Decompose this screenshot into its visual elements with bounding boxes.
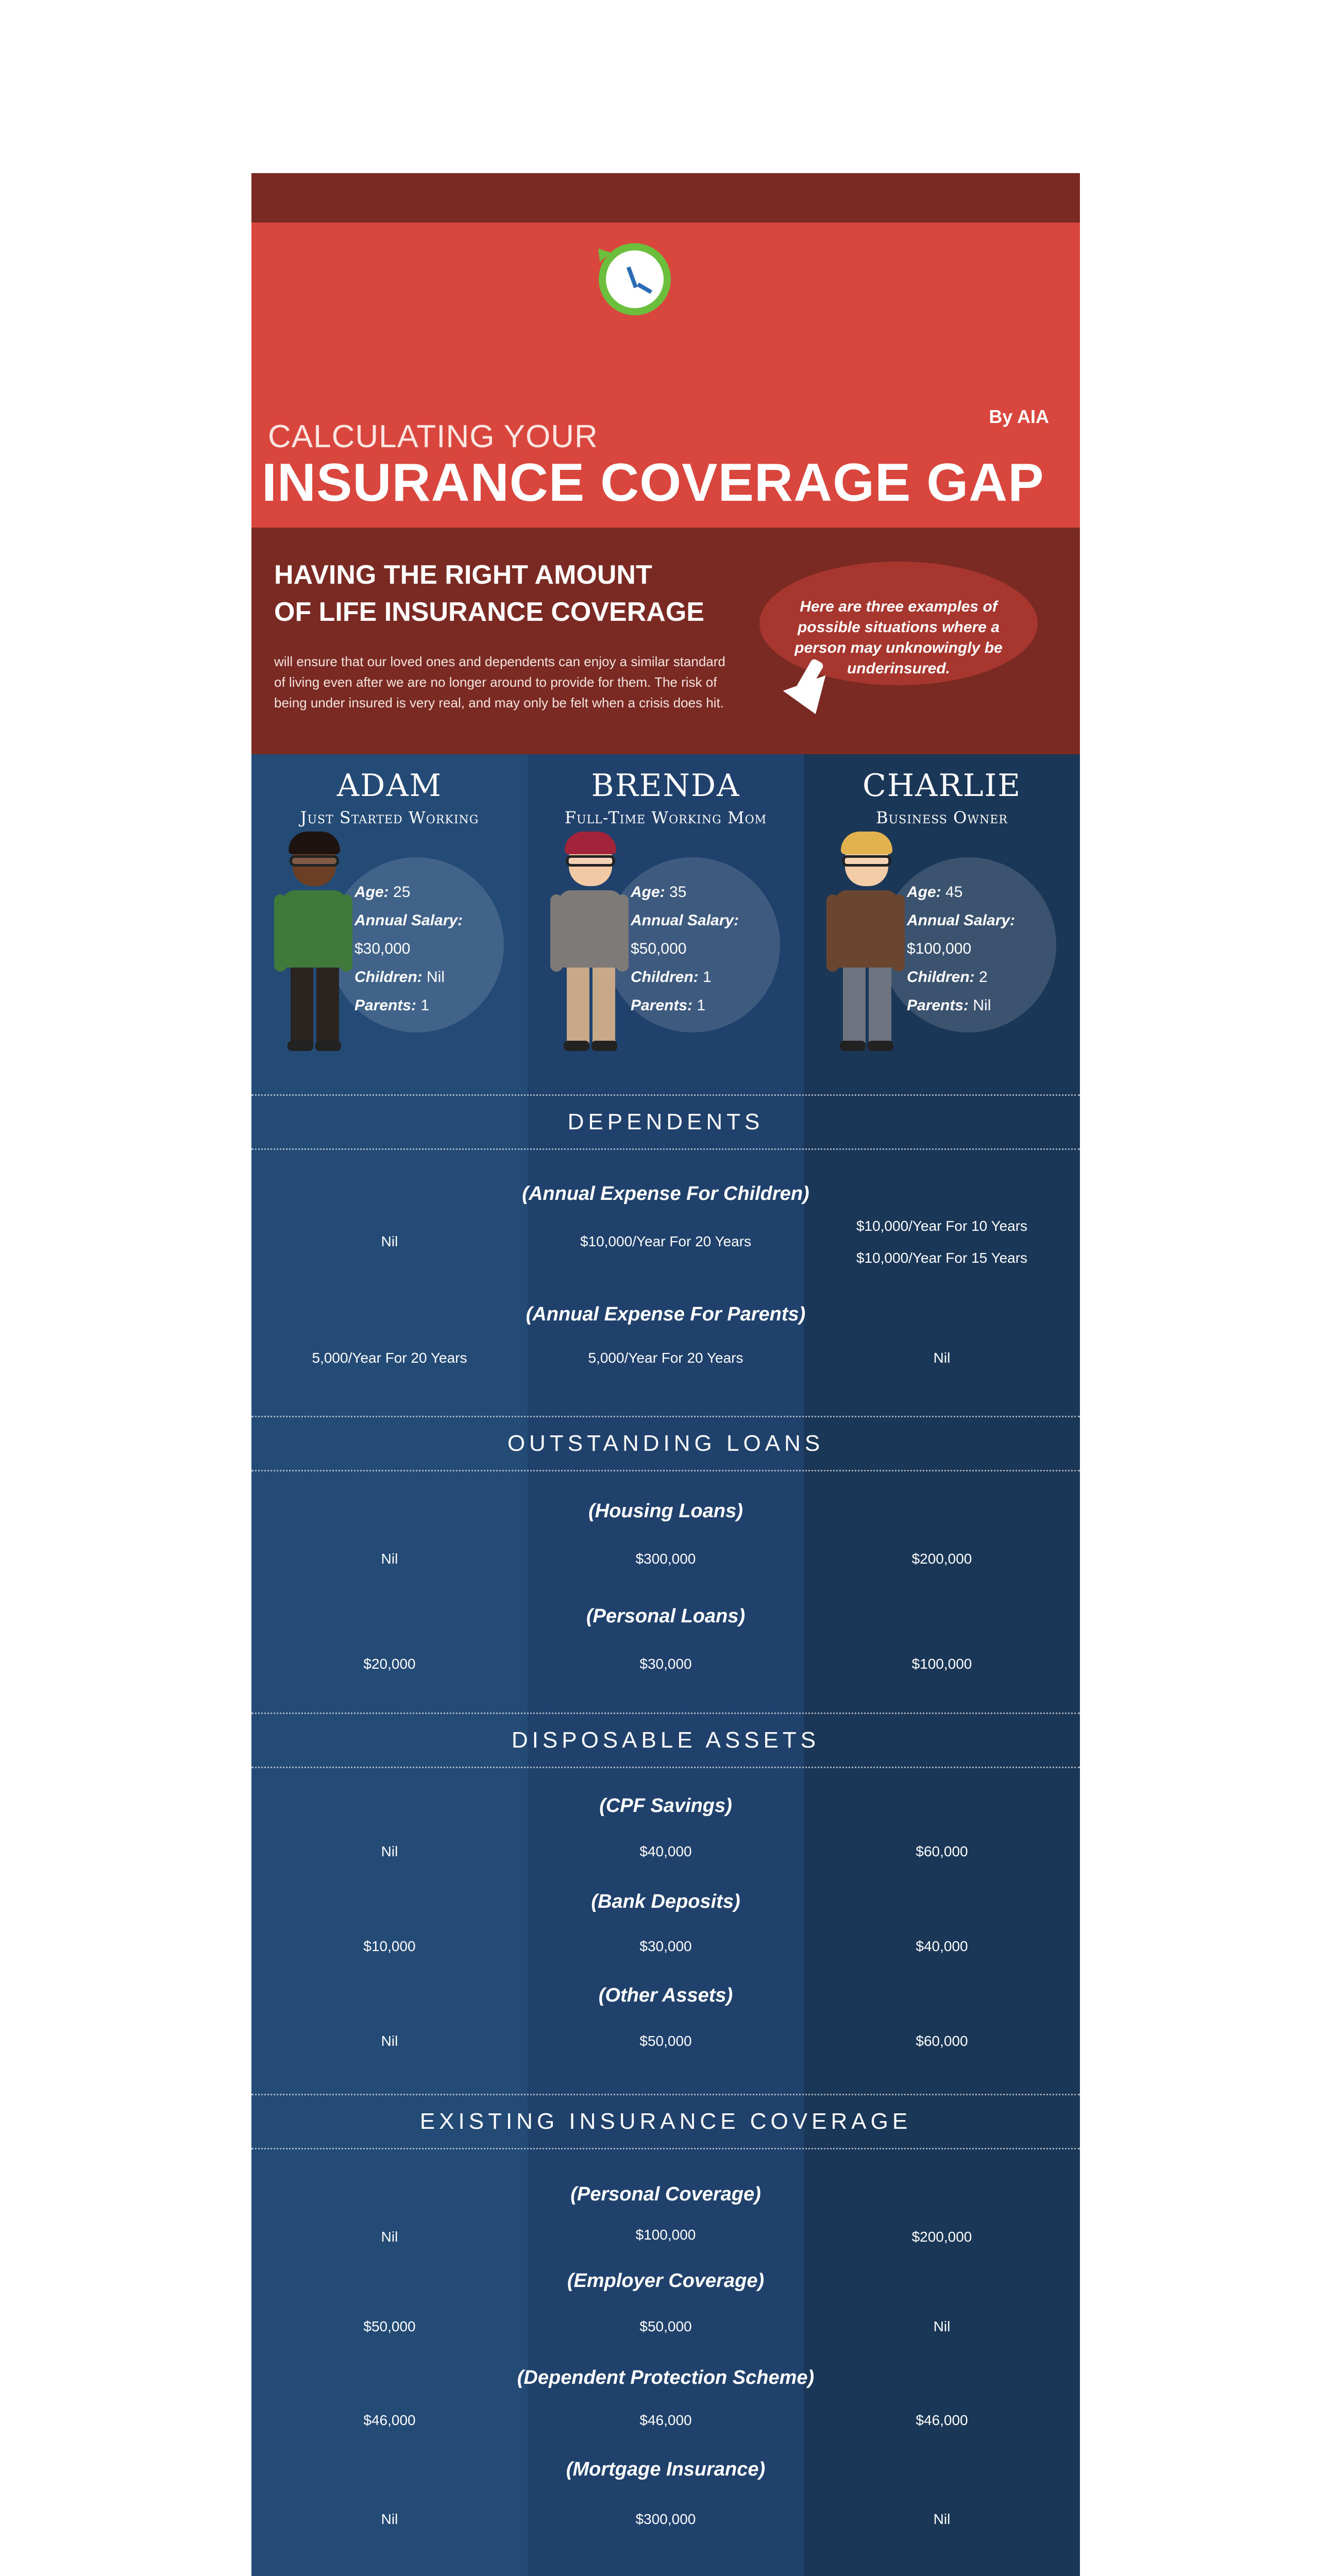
age-value: 35 [669, 884, 687, 901]
figure-hair [841, 832, 892, 854]
value-cell: $300,000 [635, 2511, 696, 2527]
author-label: By AIA [989, 406, 1049, 427]
person-card-brenda [528, 754, 804, 1094]
salary-label-row [354, 906, 463, 935]
subheading-personal-loans: (Personal Loans) [586, 1605, 746, 1627]
intro-body: will ensure that our loved ones and dependents can enjoy a similar standard of living even after we are no longer around to provide for them. The risk of being under insured is very real, and may only be felt when a crisis does hit. [274, 654, 725, 710]
parents-row [907, 991, 1015, 1020]
value-cell: $46,000 [916, 2412, 968, 2428]
person-card-adam [251, 754, 528, 1094]
children-value: 1 [703, 969, 712, 986]
value-cell: $50,000 [639, 2318, 692, 2334]
age-row [907, 878, 1015, 906]
person-details [907, 878, 1015, 1020]
person-name: BRENDA [591, 768, 740, 804]
figure-hair [565, 832, 616, 854]
value-cell: $100,000 [635, 2227, 696, 2243]
parents-row [631, 991, 739, 1020]
parents-label: Parents: [354, 997, 417, 1014]
subheading-personal-coverage: (Personal Coverage) [570, 2183, 761, 2205]
figure-leg [869, 968, 891, 1045]
age-label: Age: [907, 884, 941, 901]
value-cell: $30,000 [639, 1656, 692, 1672]
person-role: Just Started Working [300, 808, 479, 827]
down-arrow-icon [783, 675, 837, 722]
children-label: Children: [354, 969, 422, 986]
person-role: Business Owner [876, 808, 1008, 827]
figure-shoe [868, 1041, 893, 1051]
value-cell: 5,000/Year For 20 Years [588, 1350, 743, 1366]
clock-hand [627, 266, 638, 288]
figure-arm [550, 894, 563, 972]
section-header-loans [251, 1416, 1080, 1471]
age-label: Age: [631, 884, 665, 901]
subheading-mortgage-insurance: (Mortgage Insurance) [566, 2459, 766, 2480]
figure-shoe [591, 1041, 617, 1051]
figure-arm [826, 894, 839, 972]
age-value: 25 [393, 884, 411, 901]
value-cell: $20,000 [363, 1656, 416, 1672]
parents-label: Parents: [907, 997, 969, 1014]
salary-label: Annual Salary: [907, 912, 1016, 929]
charlie-avatar [830, 837, 902, 1053]
section-header-dependents [251, 1094, 1080, 1150]
parents-row [354, 991, 463, 1020]
value-cell: Nil [933, 2318, 951, 2334]
subheading-other-assets: (Other Assets) [598, 1985, 733, 2006]
parents-value: Nil [973, 997, 991, 1014]
value-cell: $10,000/Year For 10 Years [856, 1218, 1028, 1234]
figure-body [835, 890, 899, 968]
figure-hair [289, 832, 340, 854]
section-title: DEPENDENTS [567, 1109, 764, 1134]
subheading-housing-loans: (Housing Loans) [588, 1500, 743, 1522]
salary-value: $30,000 [354, 940, 411, 957]
age-row [631, 878, 739, 906]
value-cell: $30,000 [639, 1938, 692, 1954]
value-cell: $60,000 [916, 1843, 968, 1859]
value-cell: $40,000 [916, 1938, 968, 1954]
figure-arm [274, 894, 286, 972]
clock-icon [599, 243, 671, 315]
figure-shoe [315, 1041, 341, 1051]
children-label: Children: [907, 969, 975, 986]
children-row [631, 963, 739, 991]
figure-arm [892, 894, 905, 972]
figure-leg [567, 968, 589, 1045]
value-cell: $50,000 [363, 2318, 416, 2334]
subheading-employer-coverage: (Employer Coverage) [567, 2270, 765, 2292]
salary-value: $100,000 [907, 940, 972, 957]
glasses-icon [842, 855, 891, 867]
page-title: INSURANCE COVERAGE GAP [262, 453, 1044, 513]
adam-avatar [277, 837, 349, 1053]
clock-hand [637, 283, 652, 294]
value-cell: $46,000 [639, 2412, 692, 2428]
parents-value: 1 [420, 997, 430, 1014]
subheading-cpf-savings: (CPF Savings) [599, 1795, 732, 1817]
value-cell: $200,000 [911, 2229, 972, 2245]
section-title: OUTSTANDING LOANS [507, 1431, 824, 1456]
value-cell: $40,000 [639, 1843, 692, 1859]
value-cell: $10,000 [363, 1938, 416, 1954]
value-cell: $100,000 [911, 1656, 972, 1672]
value-cell: Nil [381, 1551, 398, 1567]
section-title: EXISTING INSURANCE COVERAGE [419, 2109, 912, 2134]
person-details [631, 878, 739, 1020]
value-cell: $10,000/Year For 15 Years [856, 1250, 1028, 1266]
title-band [251, 223, 1080, 528]
age-label: Age: [354, 884, 389, 901]
refresh-arrow-icon [593, 244, 611, 262]
figure-shoe [288, 1041, 313, 1051]
subheading-parents-expense: (Annual Expense For Parents) [526, 1303, 806, 1325]
value-cell: $300,000 [635, 1551, 696, 1567]
glasses-icon [566, 855, 615, 867]
person-card-charlie [804, 754, 1080, 1094]
value-cell: $46,000 [363, 2412, 416, 2428]
children-row [354, 963, 463, 991]
value-cell: Nil [381, 1233, 398, 1249]
figure-arm [340, 894, 352, 972]
value-cell: Nil [381, 2229, 398, 2245]
person-name: ADAM [336, 768, 443, 804]
person-details [354, 878, 463, 1020]
parents-value: 1 [697, 997, 706, 1014]
parents-label: Parents: [631, 997, 693, 1014]
figure-leg [291, 968, 313, 1045]
infographic [251, 173, 1080, 2576]
children-row [907, 963, 1015, 991]
comparison-table [251, 754, 1080, 2576]
children-label: Children: [631, 969, 699, 986]
children-value: 2 [979, 969, 988, 986]
value-cell: $10,000/Year For 20 Years [580, 1233, 752, 1249]
person-name: CHARLIE [862, 768, 1022, 804]
salary-value: $50,000 [631, 940, 687, 957]
top-strip [251, 173, 1080, 223]
age-value: 45 [945, 884, 963, 901]
value-cell: Nil [381, 1843, 398, 1859]
figure-leg [593, 968, 615, 1045]
brenda-avatar [553, 837, 625, 1053]
value-cell: Nil [381, 2033, 398, 2049]
section-header-insurance [251, 2094, 1080, 2149]
subheading-dps: (Dependent Protection Scheme) [517, 2367, 815, 2388]
figure-body [282, 890, 346, 968]
subheading-children-expense: (Annual Expense For Children) [522, 1183, 809, 1205]
salary-label-row [631, 906, 739, 935]
salary-label: Annual Salary: [354, 912, 463, 929]
figure-arm [616, 894, 629, 972]
person-role: Full-Time Working Mom [564, 808, 767, 827]
value-cell: Nil [933, 2511, 951, 2527]
section-header-assets [251, 1713, 1080, 1768]
speech-bubble [759, 562, 1038, 685]
value-cell: $60,000 [916, 2033, 968, 2049]
bubble-text: Here are three examples of possible situations where a person may unknowingly be underinsured. [794, 598, 1003, 677]
value-cell: $200,000 [911, 1551, 972, 1567]
glasses-icon [290, 855, 339, 867]
intro-heading-line2: OF LIFE INSURANCE COVERAGE [274, 597, 704, 627]
figure-leg [843, 968, 866, 1045]
children-value: Nil [427, 969, 445, 986]
section-title: DISPOSABLE ASSETS [511, 1727, 820, 1753]
salary-label: Annual Salary: [631, 912, 739, 929]
value-cell: Nil [933, 1350, 951, 1366]
value-cell: Nil [381, 2511, 398, 2527]
value-cell: $50,000 [639, 2033, 692, 2049]
title-small: CALCULATING YOUR [268, 419, 598, 454]
subheading-bank-deposits: (Bank Deposits) [591, 1891, 740, 1912]
value-cell: 5,000/Year For 20 Years [312, 1350, 467, 1366]
intro-heading-line1: HAVING THE RIGHT AMOUNT [274, 560, 652, 590]
figure-body [559, 890, 622, 968]
intro-heading [274, 556, 704, 631]
figure-shoe [564, 1041, 589, 1051]
intro-section [251, 528, 1080, 754]
figure-shoe [840, 1041, 866, 1051]
figure-leg [316, 968, 339, 1045]
salary-label-row [907, 906, 1015, 935]
age-row [354, 878, 463, 906]
